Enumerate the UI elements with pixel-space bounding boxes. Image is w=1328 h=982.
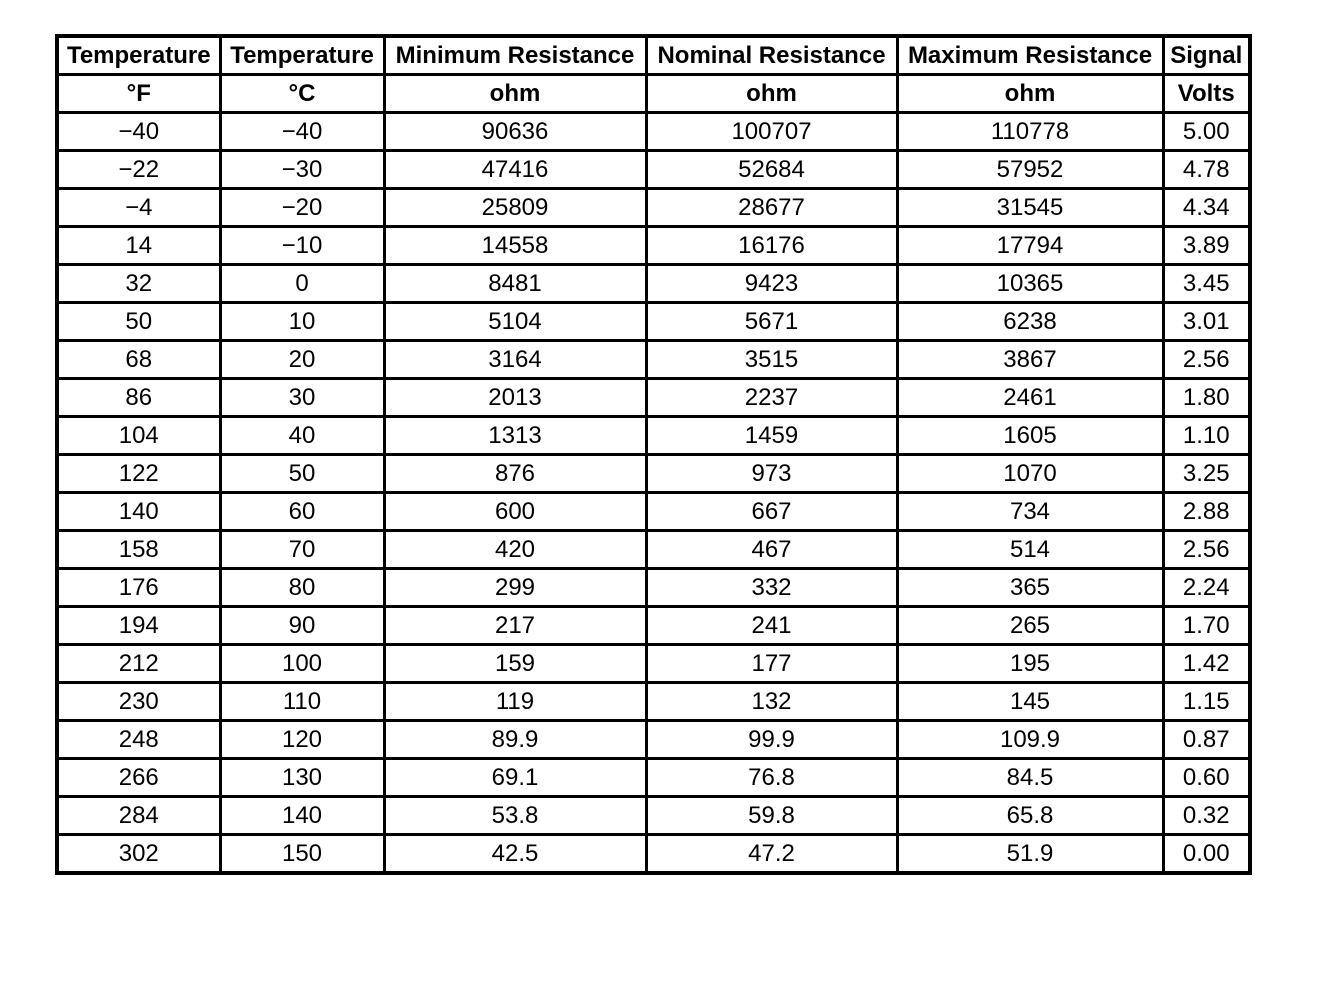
header-signal: Signal (1163, 36, 1250, 75)
cell-minimum-resistance: 299 (384, 569, 646, 607)
table-row (57, 759, 1250, 797)
cell-minimum-resistance: 600 (384, 493, 646, 531)
cell-maximum-resistance: 6238 (897, 303, 1163, 341)
table-row (57, 227, 1250, 265)
cell-temperature-c: 140 (220, 797, 384, 835)
cell-temperature-f: 86 (57, 379, 220, 417)
cell-temperature-f: 212 (57, 645, 220, 683)
cell-temperature-f: 230 (57, 683, 220, 721)
table-row (57, 531, 1250, 569)
cell-minimum-resistance: 53.8 (384, 797, 646, 835)
cell-minimum-resistance: 14558 (384, 227, 646, 265)
cell-temperature-f: 122 (57, 455, 220, 493)
cell-nominal-resistance: 132 (646, 683, 897, 721)
table-row (57, 265, 1250, 303)
cell-minimum-resistance: 89.9 (384, 721, 646, 759)
cell-signal: 2.24 (1163, 569, 1250, 607)
cell-temperature-f: 266 (57, 759, 220, 797)
table-row (57, 455, 1250, 493)
table-row (57, 379, 1250, 417)
cell-signal: 0.87 (1163, 721, 1250, 759)
cell-temperature-c: 50 (220, 455, 384, 493)
cell-temperature-c: −30 (220, 151, 384, 189)
cell-temperature-f: 302 (57, 835, 220, 874)
table-row (57, 835, 1250, 874)
cell-temperature-f: 248 (57, 721, 220, 759)
table-row (57, 341, 1250, 379)
cell-temperature-c: 80 (220, 569, 384, 607)
cell-nominal-resistance: 2237 (646, 379, 897, 417)
cell-maximum-resistance: 17794 (897, 227, 1163, 265)
cell-nominal-resistance: 973 (646, 455, 897, 493)
cell-nominal-resistance: 100707 (646, 113, 897, 151)
cell-signal: 4.34 (1163, 189, 1250, 227)
table-row (57, 569, 1250, 607)
unit-fahrenheit: °F (57, 75, 220, 113)
cell-nominal-resistance: 47.2 (646, 835, 897, 874)
cell-maximum-resistance: 84.5 (897, 759, 1163, 797)
table-row (57, 645, 1250, 683)
cell-temperature-f: 32 (57, 265, 220, 303)
table-row (57, 113, 1250, 151)
cell-signal: 3.89 (1163, 227, 1250, 265)
cell-temperature-f: −40 (57, 113, 220, 151)
cell-minimum-resistance: 47416 (384, 151, 646, 189)
cell-signal: 5.00 (1163, 113, 1250, 151)
cell-nominal-resistance: 3515 (646, 341, 897, 379)
cell-temperature-c: 0 (220, 265, 384, 303)
cell-temperature-f: 68 (57, 341, 220, 379)
table-row (57, 683, 1250, 721)
cell-temperature-c: 100 (220, 645, 384, 683)
cell-signal: 2.88 (1163, 493, 1250, 531)
cell-maximum-resistance: 265 (897, 607, 1163, 645)
cell-nominal-resistance: 5671 (646, 303, 897, 341)
cell-minimum-resistance: 420 (384, 531, 646, 569)
cell-temperature-f: −22 (57, 151, 220, 189)
cell-nominal-resistance: 9423 (646, 265, 897, 303)
resistance-table (55, 34, 1252, 875)
cell-temperature-c: 30 (220, 379, 384, 417)
cell-minimum-resistance: 42.5 (384, 835, 646, 874)
header-nominal-resistance: Nominal Resistance (646, 36, 897, 75)
cell-temperature-c: 10 (220, 303, 384, 341)
cell-minimum-resistance: 119 (384, 683, 646, 721)
cell-temperature-c: 110 (220, 683, 384, 721)
cell-minimum-resistance: 5104 (384, 303, 646, 341)
cell-nominal-resistance: 76.8 (646, 759, 897, 797)
cell-maximum-resistance: 145 (897, 683, 1163, 721)
cell-signal: 0.32 (1163, 797, 1250, 835)
cell-nominal-resistance: 177 (646, 645, 897, 683)
cell-nominal-resistance: 16176 (646, 227, 897, 265)
cell-minimum-resistance: 8481 (384, 265, 646, 303)
table-body (57, 113, 1250, 874)
header-temperature-f: Temperature (57, 36, 220, 75)
cell-maximum-resistance: 10365 (897, 265, 1163, 303)
cell-temperature-c: 150 (220, 835, 384, 874)
cell-minimum-resistance: 90636 (384, 113, 646, 151)
cell-nominal-resistance: 99.9 (646, 721, 897, 759)
unit-max-ohm: ohm (897, 75, 1163, 113)
cell-signal: 2.56 (1163, 341, 1250, 379)
unit-nominal-ohm: ohm (646, 75, 897, 113)
units-row (57, 75, 1250, 113)
table-row (57, 417, 1250, 455)
cell-nominal-resistance: 332 (646, 569, 897, 607)
cell-maximum-resistance: 514 (897, 531, 1163, 569)
cell-maximum-resistance: 51.9 (897, 835, 1163, 874)
table-row (57, 607, 1250, 645)
cell-temperature-c: 130 (220, 759, 384, 797)
cell-nominal-resistance: 667 (646, 493, 897, 531)
cell-signal: 2.56 (1163, 531, 1250, 569)
cell-nominal-resistance: 52684 (646, 151, 897, 189)
cell-maximum-resistance: 65.8 (897, 797, 1163, 835)
cell-maximum-resistance: 195 (897, 645, 1163, 683)
cell-maximum-resistance: 3867 (897, 341, 1163, 379)
cell-signal: 4.78 (1163, 151, 1250, 189)
cell-minimum-resistance: 69.1 (384, 759, 646, 797)
cell-maximum-resistance: 31545 (897, 189, 1163, 227)
cell-temperature-c: 60 (220, 493, 384, 531)
cell-nominal-resistance: 241 (646, 607, 897, 645)
cell-temperature-f: −4 (57, 189, 220, 227)
cell-signal: 0.00 (1163, 835, 1250, 874)
cell-temperature-c: 40 (220, 417, 384, 455)
cell-minimum-resistance: 876 (384, 455, 646, 493)
table-row (57, 797, 1250, 835)
cell-signal: 0.60 (1163, 759, 1250, 797)
cell-temperature-c: −20 (220, 189, 384, 227)
cell-maximum-resistance: 1605 (897, 417, 1163, 455)
cell-minimum-resistance: 2013 (384, 379, 646, 417)
cell-temperature-c: −40 (220, 113, 384, 151)
cell-temperature-f: 140 (57, 493, 220, 531)
header-minimum-resistance: Minimum Resistance (384, 36, 646, 75)
cell-signal: 1.10 (1163, 417, 1250, 455)
cell-nominal-resistance: 59.8 (646, 797, 897, 835)
table-row (57, 721, 1250, 759)
cell-maximum-resistance: 57952 (897, 151, 1163, 189)
cell-temperature-c: 70 (220, 531, 384, 569)
table-head (57, 36, 1250, 113)
cell-nominal-resistance: 28677 (646, 189, 897, 227)
cell-signal: 1.15 (1163, 683, 1250, 721)
cell-temperature-c: 120 (220, 721, 384, 759)
cell-nominal-resistance: 467 (646, 531, 897, 569)
cell-signal: 1.42 (1163, 645, 1250, 683)
cell-minimum-resistance: 1313 (384, 417, 646, 455)
cell-maximum-resistance: 734 (897, 493, 1163, 531)
header-maximum-resistance: Maximum Resistance (897, 36, 1163, 75)
table-row (57, 189, 1250, 227)
cell-temperature-f: 104 (57, 417, 220, 455)
cell-temperature-f: 194 (57, 607, 220, 645)
cell-temperature-f: 284 (57, 797, 220, 835)
cell-temperature-f: 14 (57, 227, 220, 265)
cell-signal: 1.80 (1163, 379, 1250, 417)
cell-maximum-resistance: 365 (897, 569, 1163, 607)
cell-signal: 3.25 (1163, 455, 1250, 493)
cell-temperature-c: 20 (220, 341, 384, 379)
cell-maximum-resistance: 110778 (897, 113, 1163, 151)
unit-volts: Volts (1163, 75, 1250, 113)
header-row (57, 36, 1250, 75)
cell-maximum-resistance: 1070 (897, 455, 1163, 493)
table-row (57, 303, 1250, 341)
cell-temperature-c: 90 (220, 607, 384, 645)
cell-nominal-resistance: 1459 (646, 417, 897, 455)
cell-maximum-resistance: 109.9 (897, 721, 1163, 759)
cell-minimum-resistance: 3164 (384, 341, 646, 379)
cell-minimum-resistance: 217 (384, 607, 646, 645)
cell-temperature-c: −10 (220, 227, 384, 265)
cell-signal: 3.01 (1163, 303, 1250, 341)
unit-celsius: °C (220, 75, 384, 113)
cell-temperature-f: 158 (57, 531, 220, 569)
cell-minimum-resistance: 25809 (384, 189, 646, 227)
cell-signal: 3.45 (1163, 265, 1250, 303)
header-temperature-c: Temperature (220, 36, 384, 75)
cell-temperature-f: 50 (57, 303, 220, 341)
table-row (57, 493, 1250, 531)
cell-maximum-resistance: 2461 (897, 379, 1163, 417)
cell-temperature-f: 176 (57, 569, 220, 607)
cell-minimum-resistance: 159 (384, 645, 646, 683)
unit-min-ohm: ohm (384, 75, 646, 113)
cell-signal: 1.70 (1163, 607, 1250, 645)
table-row (57, 151, 1250, 189)
